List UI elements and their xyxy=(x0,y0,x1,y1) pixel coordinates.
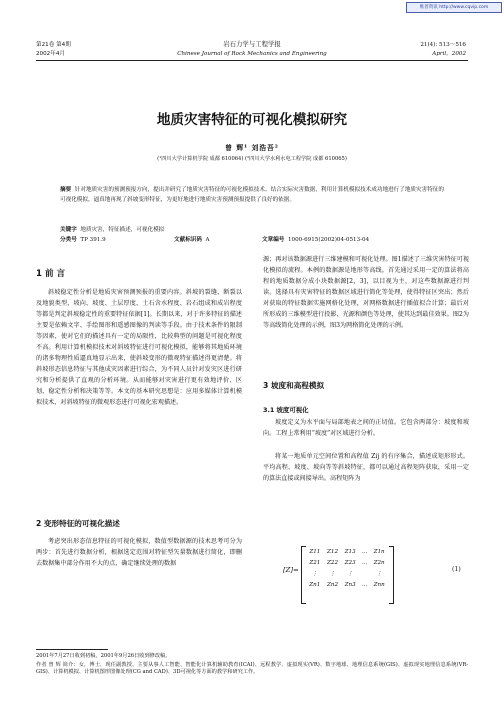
intro-continued-para: 源；再对该数据源进行三维建模和可视化处理。图1描述了三维灾害特征可视化模拟的流程。本例的数据源是地形等高线。首先通过采用一定的算法将高程的地质数据分成小块数据源[2，3]，以目视为主，对这些数据源进行判读。选择具有灾害特征的数据区域进行简化等处理，使得特征区突出；然后对获取的特征数据实施网格化处理，对网格数据进行插值拟合计算；最后对所形成的三维模型进行投影、光源和颜色等处理，使其达到最佳效果。图2为等高线简化处理的示例，图3为网格简化处理的示例。 xyxy=(263,256,469,329)
watermark-link[interactable]: 维普资讯 http://www.cqvip.com xyxy=(406,2,502,13)
section-2-heading: 2 变形特征的可视化描述 xyxy=(36,519,120,528)
abstract xyxy=(60,185,444,205)
footnote-received: 2001年7月27日收到初稿，2001年9月26日收到修改稿。 xyxy=(36,653,171,659)
matrix-cell: ⋮ xyxy=(329,570,336,577)
matrix-cell: Z12 xyxy=(327,548,339,555)
header-rule xyxy=(36,60,468,61)
matrix-cell: Z2n xyxy=(373,559,385,566)
class-value: TP 391.9 xyxy=(80,237,106,243)
paper-title: 地质灾害特征的可视化模拟研究 xyxy=(156,112,348,128)
matrix-cell: Z11 xyxy=(309,548,321,555)
matrix-cell: … xyxy=(361,559,368,566)
journal-title-en: Chinese Journal of Rock Mechanics and Engineering xyxy=(177,51,327,57)
matrix-cell: Z13 xyxy=(344,548,356,555)
keywords-text: 地质灾害，特征描述，可视化模拟 xyxy=(80,227,165,233)
footnote-rule xyxy=(36,649,108,650)
matrix-cell: Znn xyxy=(373,581,385,588)
footnote-bio: 作者 曾 辉 简介：女，博士，现任副教授，主要从事人工智能、智能化计算机辅助教育(ICAI)、远程教学、虚拟现实(VR)、数字地球、地理信息系统(GIS)、虚拟现实地理信息系统(VR-GIS)、计算机模拟、计算机图形图像处理(CG and CAD)、3D可视化等方面的教学和研究工作。 xyxy=(36,662,468,675)
matrix-cell: Zn1 xyxy=(309,581,321,588)
section-1-heading: 1 前 言 xyxy=(36,269,66,279)
keywords xyxy=(60,226,164,234)
matrix-cell: Z1n xyxy=(373,548,385,555)
matrix-row xyxy=(306,546,388,557)
doccode-row xyxy=(174,236,210,244)
matrix-cell: ⋮ xyxy=(347,570,353,577)
abstract-text: 针对地质灾害的预测预报方向，提出并研究了地质灾害特征的可视化模拟技术。结合实际灾害数据，利用计算机模拟技术成功地进行了地质灾害特征的可视化模拟，逼真地再现了斜坡变形特征，为更好地进行地质灾害预测预报提供了良好的依据。 xyxy=(60,187,444,203)
date-cn: 2002年4月 xyxy=(36,51,65,57)
doccode-label: 文献标识码 xyxy=(174,237,202,243)
matrix-cell: Z21 xyxy=(309,559,321,566)
matrix-cell: ⋮ xyxy=(376,570,382,577)
matrix-row xyxy=(306,579,388,590)
matrix-row xyxy=(306,568,388,579)
section-3-1-para-2: 将某一地质单元空间位置和高程值 Zij 的有序集合，描述成矩形形式。平均高程、坡度、坡向等等斜坡特征，都可以通过高程矩阵获取，采用一定的算法直接或间接导出。高程矩阵为 xyxy=(263,453,469,482)
issue-pages: 21(4): 513～516 xyxy=(420,42,466,48)
equation-number: (1) xyxy=(452,566,461,573)
equation-label: [Z]= xyxy=(283,566,299,574)
section-3-1-heading: 3.1 坡度可视化 xyxy=(263,406,309,414)
matrix-row xyxy=(306,557,388,568)
matrix-cell xyxy=(359,568,370,579)
matrix-right-bracket xyxy=(389,546,394,604)
matrix-cell: … xyxy=(361,581,368,588)
matrix-cell: … xyxy=(361,548,368,555)
matrix-cell: ⋮ xyxy=(312,570,318,577)
class-row xyxy=(60,236,106,244)
vol-issue: 第21卷 第4期 xyxy=(36,42,71,48)
elevation-matrix xyxy=(306,546,388,590)
date-en: April，2002 xyxy=(432,51,466,57)
keywords-label: 关键字 xyxy=(60,227,77,233)
articleno-row xyxy=(262,236,369,244)
articleno-label: 文章编号 xyxy=(262,237,285,243)
journal-title-cn: 岩石力学与工程学报 xyxy=(223,40,281,48)
doccode-value: A xyxy=(205,237,210,243)
affiliations: (¹四川大学计算机学院 成都 610064) (²四川大学水利水电工程学院 成都 610065) xyxy=(157,156,347,162)
matrix-cell: Z23 xyxy=(344,559,356,566)
matrix-cell: Z22 xyxy=(327,559,339,566)
class-label: 分类号 xyxy=(60,237,77,243)
section-3-1-para-1: 坡度定义为水平面与局部地表之间的正切值。它包含两部分：坡度和坡向。工程上常利用“坡度”对区域进行分析。 xyxy=(263,419,469,437)
abstract-label: 摘要 xyxy=(60,187,72,193)
authors: 曾 辉¹ 刘浩吾² xyxy=(225,144,279,152)
matrix-cell: Zn3 xyxy=(344,581,356,588)
section-1-para: 斜坡稳定性分析是地质灾害预测预报的重要内容。斜坡的裂缝、断裂以及地貌类型、坡向、坡度、土层厚度、土石含水程度、岩石组成和成岩程度等都是判定斜坡稳定性的重要特征依据[1]。长期以来，对于许多特征的描述主要是依赖文字、手绘图形和遥感图像的判读等手段。由于技术条件的限制等因素，使对它们的描述具有一定的局限性，比较典型的问题是可视化程度不高。利用计算机模拟技术对斜坡特征进行可视化模拟，能够将其地质环境的诸多物理性质逼真地显示出来，使斜坡变形的微观特征描述得更清楚。将斜坡形态信息特征与其他成灾因素进行综合，为不同人员针对发灾区进行研究和分析提供了直观的分析环境。从而能够对灾害进行更有效地评价、区划、稳定性分析和决策等等。本文的基本研究思想是：应用多媒体计算机模拟技术，对斜坡特征的微观形态进行可视化宏观描述。 xyxy=(36,289,242,406)
section-2-para: 考虑突出形态信息特征的可视化模拟，数值型数据源的技术思考可分为两步：首先进行数据分析，根据选定范围对特征型矢量数据进行简化，即删去数据集中部分作用不大的点，确定继续处理的数据 xyxy=(36,538,242,567)
matrix-cell: Zn2 xyxy=(326,581,339,588)
articleno-value: 1000-6915(2002)04-0513-04 xyxy=(287,237,370,243)
section-3-heading: 3 坡度和高程模拟 xyxy=(263,381,325,390)
